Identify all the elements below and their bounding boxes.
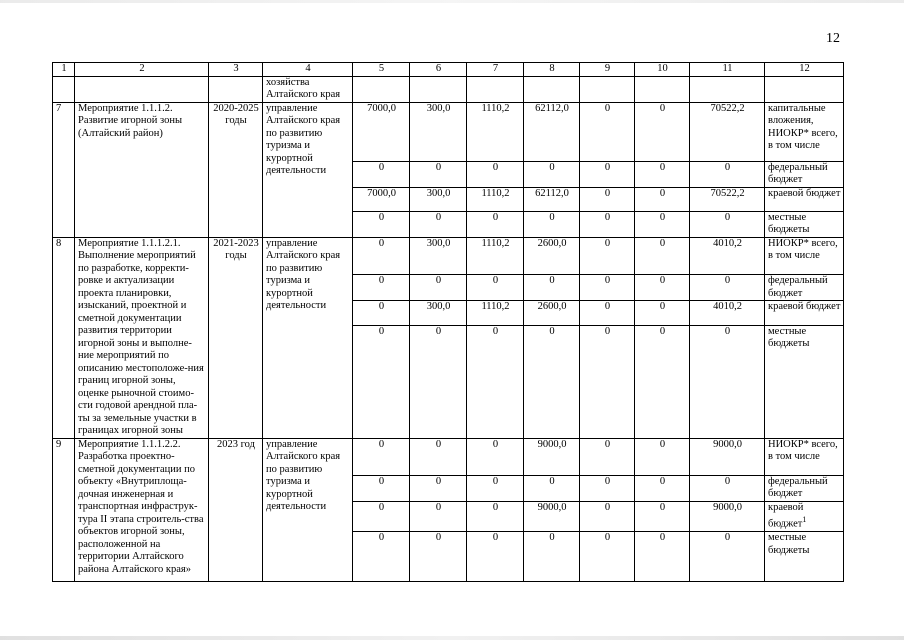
value-cell: 2600,0 (524, 237, 580, 275)
value-cell: 0 (467, 501, 524, 532)
value-cell: 1110,2 (467, 301, 524, 325)
col-header: 5 (353, 63, 410, 77)
value-cell: 0 (580, 301, 635, 325)
value-cell: 0 (467, 438, 524, 475)
measure-name: Мероприятие 1.1.1.2. Развитие игорной зоны (Алтайский район) (75, 102, 209, 237)
col-header: 6 (410, 63, 467, 77)
source-cell: краевой бюджет (765, 301, 844, 325)
value-cell: 0 (524, 211, 580, 237)
value-cell: 0 (410, 438, 467, 475)
value-cell: 0 (410, 475, 467, 501)
value-cell: 0 (353, 161, 410, 187)
value-cell: 0 (467, 211, 524, 237)
value-cell: 0 (524, 161, 580, 187)
value-cell: 0 (635, 301, 690, 325)
value-cell: 0 (353, 501, 410, 532)
value-cell: 0 (353, 325, 410, 438)
total-cell: 70522,2 (690, 187, 765, 211)
value-cell: 0 (467, 475, 524, 501)
value-cell: 0 (467, 532, 524, 582)
value-cell: 0 (580, 532, 635, 582)
continuation-row (53, 76, 844, 102)
years-cell: 2023 год (209, 438, 263, 582)
value-cell: 0 (580, 211, 635, 237)
value-cell: 0 (635, 237, 690, 275)
source-cell: краевой бюджет (765, 187, 844, 211)
col-header: 3 (209, 63, 263, 77)
measure-name: Мероприятие 1.1.1.2.2. Разработка проектно-сметной документации по объекту «Внутриплоща-дочная инженерная и транспортная инфраструк-тура II этапа строитель-ства объектов игорной зоны, расположенной на территории Алтайского района Алтайского края» (75, 438, 209, 582)
source-cell: НИОКР* всего, в том числе (765, 237, 844, 275)
total-cell: 9000,0 (690, 438, 765, 475)
footnote-mark: 1 (802, 515, 807, 524)
value-cell: 0 (635, 325, 690, 438)
value-cell: 1110,2 (467, 102, 524, 161)
value-cell: 0 (580, 187, 635, 211)
executor-cell: хозяйства Алтайского края (263, 76, 353, 102)
years-cell: 2021-2023 годы (209, 237, 263, 438)
value-cell: 0 (635, 475, 690, 501)
value-cell: 2600,0 (524, 301, 580, 325)
col-header: 7 (467, 63, 524, 77)
source-cell: местные бюджеты (765, 325, 844, 438)
executor-cell: управление Алтайского края по развитию туризма и курортной деятельности (263, 237, 353, 438)
value-cell: 0 (580, 275, 635, 301)
value-cell: 300,0 (410, 187, 467, 211)
value-cell: 62112,0 (524, 102, 580, 161)
value-cell: 0 (580, 475, 635, 501)
column-number-row (53, 63, 844, 77)
table-row (53, 102, 844, 161)
source-cell: капитальные вложения, НИОКР* всего, в том числе (765, 102, 844, 161)
value-cell: 300,0 (410, 102, 467, 161)
executor-cell: управление Алтайского края по развитию туризма и курортной деятельности (263, 102, 353, 237)
value-cell: 0 (353, 237, 410, 275)
value-cell: 0 (410, 211, 467, 237)
value-cell: 0 (580, 325, 635, 438)
value-cell: 0 (635, 161, 690, 187)
value-cell: 0 (410, 501, 467, 532)
total-cell: 4010,2 (690, 237, 765, 275)
scan-edge-top (0, 0, 904, 3)
total-cell: 0 (690, 161, 765, 187)
value-cell: 62112,0 (524, 187, 580, 211)
source-cell: местные бюджеты (765, 211, 844, 237)
measure-name: Мероприятие 1.1.1.2.1. Выполнение мероприятий по разработке, корректи-ровке и актуализации проекта планировки, изысканий, проектной и сметной документации развития территории игорной зоны и выполне-ние мероприятий по описанию местоположе-ния границ игорной зоны, оценке рыночной стоимо-сти годовой арендной пла-ты за земельные участки в границах игорной зоны (75, 237, 209, 438)
source-cell (765, 501, 844, 532)
col-header: 8 (524, 63, 580, 77)
value-cell: 0 (467, 161, 524, 187)
years-cell: 2020-2025 годы (209, 102, 263, 237)
value-cell: 0 (524, 532, 580, 582)
value-cell: 0 (410, 161, 467, 187)
total-cell: 9000,0 (690, 501, 765, 532)
source-cell: федеральный бюджет (765, 161, 844, 187)
total-cell: 0 (690, 325, 765, 438)
row-number: 9 (53, 438, 75, 582)
source-cell: федеральный бюджет (765, 475, 844, 501)
value-cell: 0 (580, 161, 635, 187)
table-row (53, 237, 844, 275)
value-cell: 300,0 (410, 301, 467, 325)
col-header: 9 (580, 63, 635, 77)
page-number: 12 (826, 31, 840, 46)
value-cell: 0 (580, 102, 635, 161)
budget-table (52, 62, 844, 582)
value-cell: 1110,2 (467, 237, 524, 275)
total-cell: 70522,2 (690, 102, 765, 161)
row-number: 8 (53, 237, 75, 438)
col-header: 4 (263, 63, 353, 77)
value-cell: 0 (524, 325, 580, 438)
value-cell: 0 (410, 325, 467, 438)
value-cell: 0 (635, 532, 690, 582)
value-cell: 0 (410, 275, 467, 301)
value-cell: 9000,0 (524, 501, 580, 532)
table-row (53, 438, 844, 475)
scan-edge-bottom (0, 636, 904, 640)
value-cell: 0 (353, 275, 410, 301)
row-number: 7 (53, 102, 75, 237)
source-text: краевой бюджет (768, 501, 804, 530)
col-header: 11 (690, 63, 765, 77)
value-cell: 0 (524, 275, 580, 301)
value-cell: 0 (410, 532, 467, 582)
executor-cell: управление Алтайского края по развитию туризма и курортной деятельности (263, 438, 353, 582)
value-cell: 7000,0 (353, 102, 410, 161)
source-cell: федеральный бюджет (765, 275, 844, 301)
value-cell: 0 (580, 237, 635, 275)
total-cell: 0 (690, 475, 765, 501)
value-cell: 0 (635, 438, 690, 475)
total-cell: 0 (690, 532, 765, 582)
value-cell: 0 (635, 102, 690, 161)
total-cell: 4010,2 (690, 301, 765, 325)
value-cell: 0 (635, 501, 690, 532)
value-cell: 1110,2 (467, 187, 524, 211)
value-cell: 0 (467, 275, 524, 301)
value-cell: 0 (353, 211, 410, 237)
source-cell: НИОКР* всего, в том числе (765, 438, 844, 475)
value-cell: 0 (635, 187, 690, 211)
value-cell: 0 (467, 325, 524, 438)
value-cell: 0 (353, 301, 410, 325)
value-cell: 0 (580, 501, 635, 532)
value-cell: 0 (580, 438, 635, 475)
total-cell: 0 (690, 275, 765, 301)
col-header: 10 (635, 63, 690, 77)
col-header: 1 (53, 63, 75, 77)
source-cell: местные бюджеты (765, 532, 844, 582)
value-cell: 0 (524, 475, 580, 501)
value-cell: 0 (353, 532, 410, 582)
col-header: 12 (765, 63, 844, 77)
col-header: 2 (75, 63, 209, 77)
value-cell: 0 (635, 275, 690, 301)
total-cell: 0 (690, 211, 765, 237)
value-cell: 7000,0 (353, 187, 410, 211)
value-cell: 0 (353, 475, 410, 501)
value-cell: 0 (635, 211, 690, 237)
value-cell: 300,0 (410, 237, 467, 275)
value-cell: 0 (353, 438, 410, 475)
value-cell: 9000,0 (524, 438, 580, 475)
